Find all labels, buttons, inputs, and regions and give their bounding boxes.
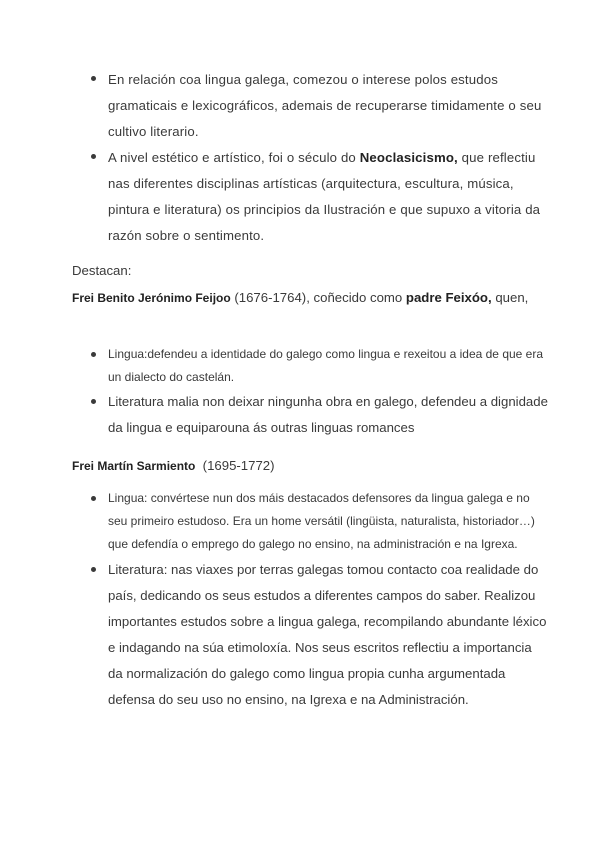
list-item-text: En relación coa lingua galega, comezou o interese polos estudos gramaticais e lexicográficos, ademais de recuperarse timidamente o seu cultivo literario. [108,72,542,139]
sarmiento-name: Frei Martín Sarmiento [72,459,196,473]
list-item-text: Lingua: convértese nun dos máis destacados defensores da lingua galega e no seu primeiro estudoso. Era un home versátil (lingüista, naturalista, historiador…) que defendía o emprego do galego no ensino, na administración e na Igrexa. [108,491,535,551]
list-item-text: A nivel estético e artístico, foi o século do [108,150,360,165]
list-item-text: Literatura: nas viaxes por terras galegas tomou contacto coa realidade do país, dedicando os seus estudos a diferentes campos do saber. Realizou importantes estudos sobre a lingua galega, recompilando abundante léxico e indagando na súa etimoloxía. Nos seus escritos reflectiu a importancia da normalización do galego como lingua propia cunha argumentada defensa do seu uso no ensino, na Igrexa e na Administración. [108,562,547,707]
list-item-text: que reflectiu nas diferentes disciplinas artísticas (arquitectura, escultura, música, pintura e literatura) os principios da Ilustración e que supuxo a vitoria da razón sobre o sentimento. [108,150,541,243]
list-item-text: Lingua:defendeu a identidade do galego como lingua e rexeitou a idea de que era un dialecto do castelán. [108,347,544,384]
destacan-heading: Destacan: [72,263,132,278]
list-item [108,67,548,145]
list-item [108,343,548,389]
sarmiento-dates: (1695-1772) [195,458,275,473]
list-item [108,557,548,713]
list-item [108,487,548,556]
sarmiento-heading [72,453,275,479]
feijoo-end-text: quen, [491,290,529,305]
sarmiento-bullet-list [108,487,548,713]
feijoo-name: Frei Benito Jerónimo Feijoo [72,291,231,305]
intro-bullet-list [108,67,548,249]
neoclasicismo-term: Neoclasicismo, [359,150,458,165]
list-item [108,145,548,249]
feijoo-bullet-list [108,343,548,441]
list-item [108,389,548,441]
list-item-text: Literatura malia non deixar ningunha obra en galego, defendeu a dignidade da lingua e equiparouna ás outras linguas romances [108,394,548,435]
feijoo-alias: padre Feixóo, [405,290,492,305]
feijoo-mid-text: , coñecido como [306,290,406,305]
feijoo-paragraph [72,285,542,311]
feijoo-dates: (1676-1764) [230,290,307,305]
